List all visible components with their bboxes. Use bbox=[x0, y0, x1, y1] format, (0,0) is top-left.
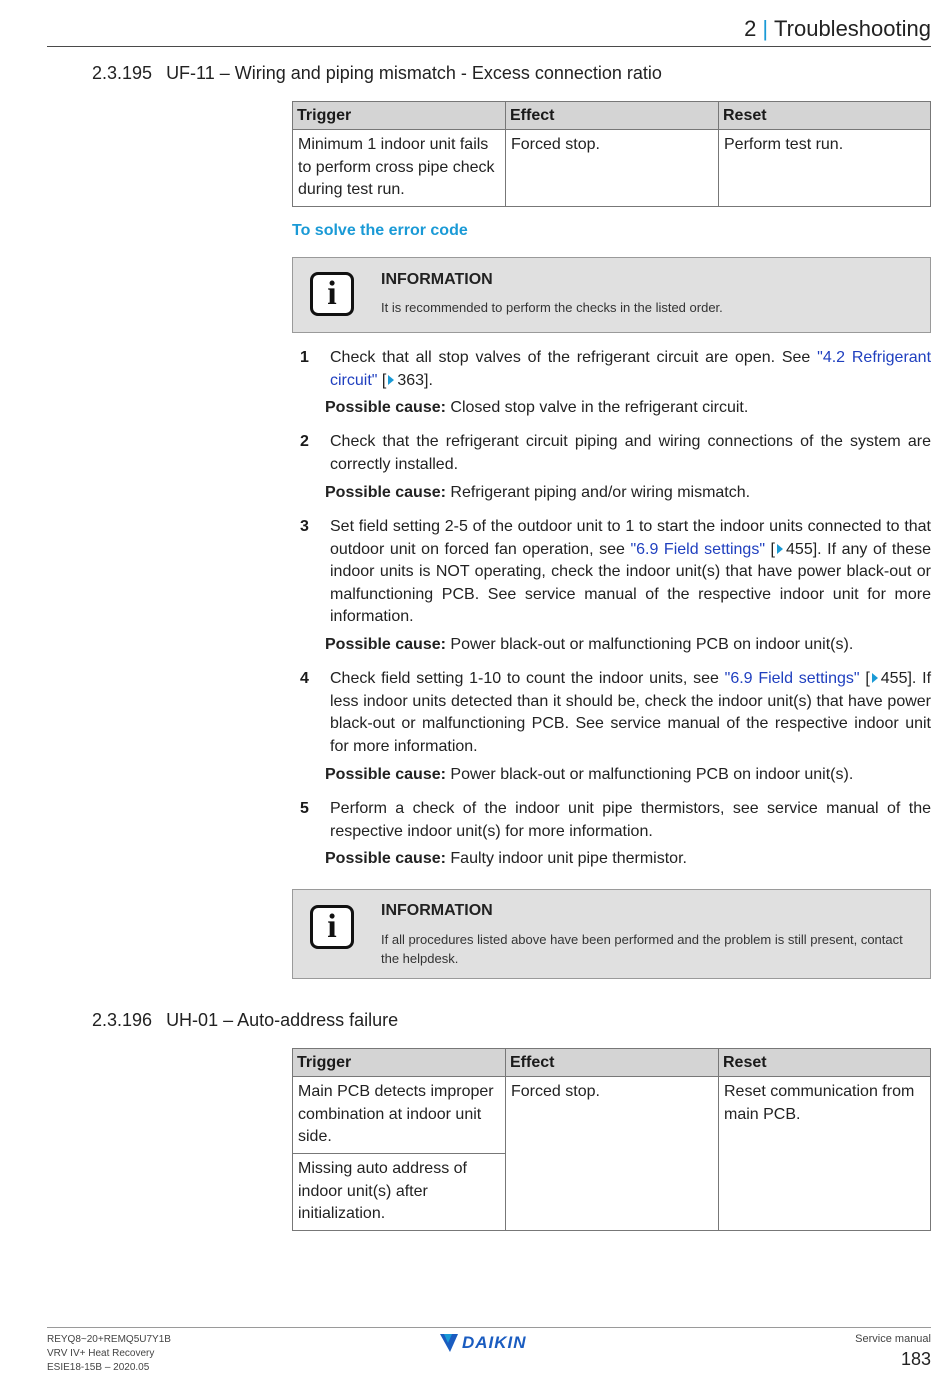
footer-model: REYQ8~20+REMQ5U7Y1B bbox=[47, 1334, 171, 1345]
header-effect: Effect bbox=[506, 1049, 719, 1077]
daikin-logo-icon bbox=[440, 1333, 460, 1353]
header-reset: Reset bbox=[719, 102, 931, 130]
header-reset: Reset bbox=[719, 1049, 931, 1077]
cell-trigger: Missing auto address of indoor unit(s) after initialization. bbox=[293, 1154, 506, 1231]
list-item bbox=[300, 798, 931, 843]
info-title: INFORMATION bbox=[381, 271, 493, 288]
header-rule bbox=[47, 46, 931, 47]
cell-effect: Forced stop. bbox=[506, 130, 719, 207]
footer-rule bbox=[47, 1327, 931, 1328]
table-header-row bbox=[293, 1049, 931, 1077]
list-item bbox=[300, 668, 931, 758]
list-item bbox=[300, 347, 931, 392]
cell-trigger: Minimum 1 indoor unit fails to perform cross pipe check during test run. bbox=[293, 130, 506, 207]
cell-reset: Reset communication from main PCB. bbox=[719, 1077, 931, 1231]
cell-reset: Perform test run. bbox=[719, 130, 931, 207]
step-text: Set field setting 2-5 of the outdoor unit to 1 to start the indoor units connected to that outdoor unit on forced fan operation, see "6.9 Field settings" [ 455]. If any of these indoor units is NOT operating, check the indoor unit(s) that have power black-out or malfunctioning PCB. See service manual of the respective indoor unit for more information. bbox=[330, 518, 932, 625]
section-number: 2.3.195 bbox=[92, 63, 153, 83]
section-number: 2.3.196 bbox=[92, 1010, 153, 1030]
section-heading-uh01 bbox=[92, 1010, 398, 1031]
cell-effect: Forced stop. bbox=[506, 1077, 719, 1231]
solve-heading: To solve the error code bbox=[292, 222, 468, 239]
page-arrow-icon bbox=[777, 544, 783, 554]
page-reference: 455]. bbox=[786, 540, 822, 558]
footer-product: VRV IV+ Heat Recovery bbox=[47, 1348, 155, 1359]
info-box-order bbox=[292, 257, 931, 333]
information-icon: i bbox=[310, 272, 354, 316]
section-title: UF-11 – Wiring and piping mismatch - Excess connection ratio bbox=[166, 63, 662, 83]
step-text: Check field setting 1-10 to count the indoor units, see "6.9 Field settings" [ 455]. If less indoor units detected than it should be, check the indoor unit(s) that have power black-out or malfunctioning PCB. See service manual of the respective indoor unit for more information. bbox=[330, 670, 932, 755]
cross-reference-link[interactable]: "6.9 Field settings" bbox=[724, 670, 860, 687]
footer-doc-number: ESIE18-15B – 2020.05 bbox=[47, 1362, 150, 1373]
step-number: 5 bbox=[300, 800, 309, 817]
step-text: Check that all stop valves of the refrigerant circuit are open. See "4.2 Refrigerant circuit" [ 363]. bbox=[330, 349, 932, 389]
cross-reference-link[interactable]: "6.9 Field settings" bbox=[630, 540, 765, 558]
header-trigger: Trigger bbox=[293, 102, 506, 130]
page-reference: 363]. bbox=[397, 371, 433, 389]
step-text: Perform a check of the indoor unit pipe thermistors, see service manual of the respective indoor unit(s) for more information. bbox=[330, 800, 931, 840]
chapter-title: Troubleshooting bbox=[774, 16, 931, 41]
list-item bbox=[300, 516, 931, 629]
step-text: Check that the refrigerant circuit piping and wiring connections of the system are correctly installed. bbox=[330, 433, 931, 473]
possible-cause: Possible cause: Power black-out or malfunctioning PCB on indoor unit(s). bbox=[325, 636, 854, 653]
step-number: 4 bbox=[300, 670, 309, 687]
step-number: 1 bbox=[300, 349, 309, 366]
daikin-logo bbox=[440, 1333, 527, 1353]
info-text: It is recommended to perform the checks in the listed order. bbox=[381, 300, 723, 315]
step-number: 3 bbox=[300, 518, 309, 535]
possible-cause: Possible cause: Power black-out or malfunctioning PCB on indoor unit(s). bbox=[325, 766, 854, 783]
page-arrow-icon bbox=[872, 673, 878, 683]
section-title: UH-01 – Auto-address failure bbox=[166, 1010, 399, 1030]
cell-trigger: Main PCB detects improper combination at indoor unit side. bbox=[293, 1077, 506, 1154]
info-text: If all procedures listed above have been performed and the problem is still present, contact the helpdesk. bbox=[381, 932, 903, 966]
page-reference: 455]. bbox=[880, 670, 917, 687]
brand-name: DAIKIN bbox=[462, 1333, 527, 1352]
possible-cause: Possible cause: Closed stop valve in the refrigerant circuit. bbox=[325, 399, 749, 416]
info-box-helpdesk bbox=[292, 889, 931, 979]
header-effect: Effect bbox=[506, 102, 719, 130]
step-number: 2 bbox=[300, 433, 309, 450]
chapter-header bbox=[744, 16, 931, 42]
table-row bbox=[293, 130, 931, 207]
possible-cause: Possible cause: Refrigerant piping and/or wiring mismatch. bbox=[325, 484, 751, 501]
possible-cause: Possible cause: Faulty indoor unit pipe thermistor. bbox=[325, 850, 687, 867]
section-heading-uf11 bbox=[92, 63, 662, 84]
error-table-uf11 bbox=[292, 101, 931, 207]
error-table-uh01 bbox=[292, 1048, 931, 1231]
footer-manual-type: Service manual bbox=[855, 1333, 931, 1345]
list-item bbox=[300, 431, 931, 476]
info-title: INFORMATION bbox=[381, 902, 493, 919]
page-arrow-icon bbox=[388, 375, 394, 385]
header-trigger: Trigger bbox=[293, 1049, 506, 1077]
footer-doc-info bbox=[47, 1333, 171, 1375]
cross-reference-link[interactable]: "4.2 Refrigerant circuit" bbox=[330, 349, 932, 389]
table-header-row bbox=[293, 102, 931, 130]
information-icon: i bbox=[310, 905, 354, 949]
chapter-separator: | bbox=[762, 16, 769, 41]
page-number: 183 bbox=[900, 1349, 931, 1369]
table-row bbox=[293, 1077, 931, 1154]
chapter-number: 2 bbox=[744, 16, 757, 41]
